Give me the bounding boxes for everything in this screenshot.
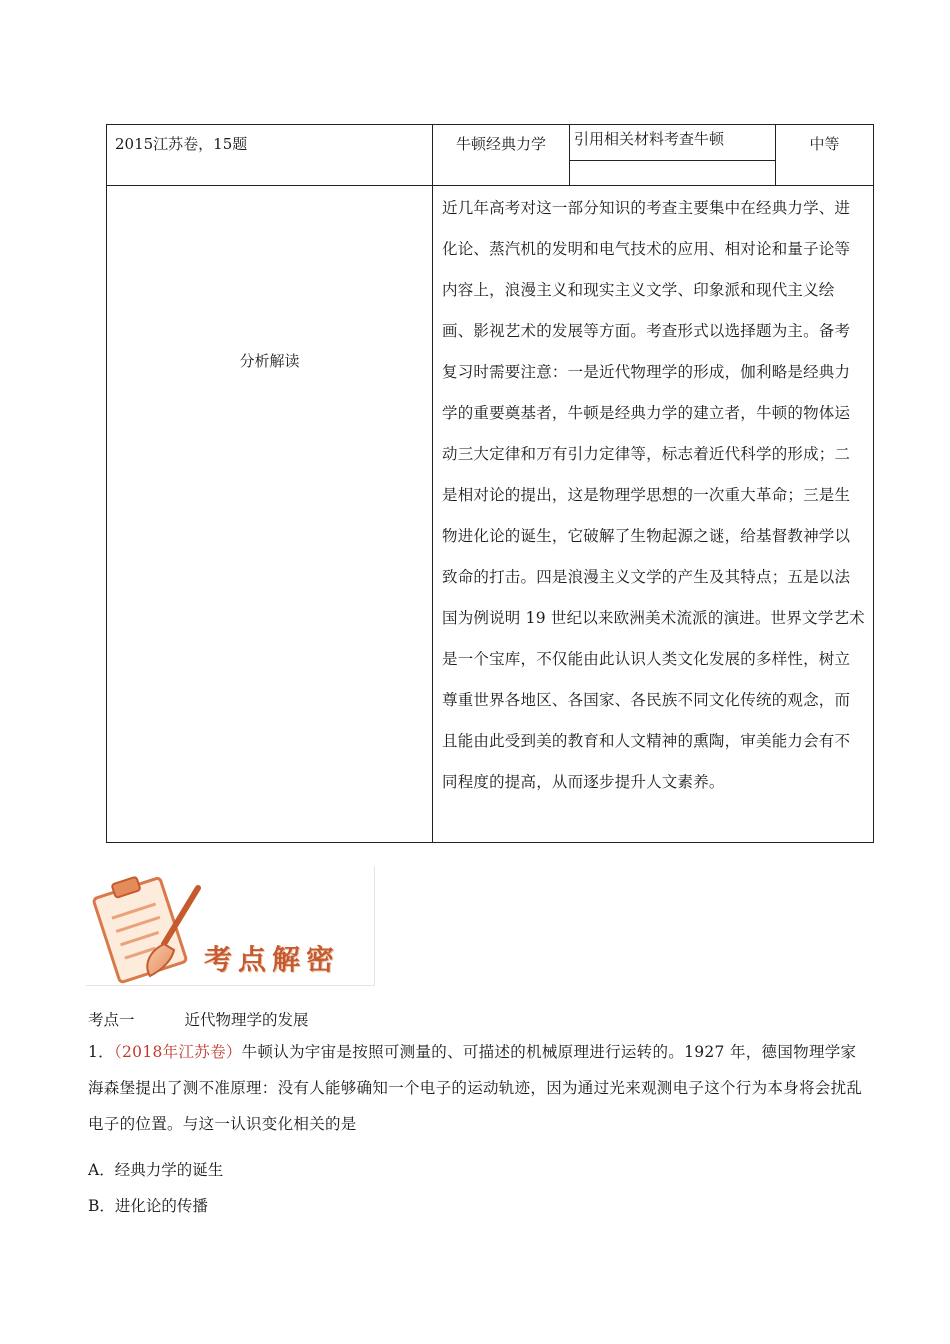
option-text: 进化论的传播 (114, 1197, 208, 1215)
option-label: B． (88, 1197, 115, 1215)
question-1 (88, 1034, 868, 1142)
section-logo (86, 866, 375, 986)
question-source: （2018年江苏卷） (113, 1043, 242, 1061)
method-text: 引用相关材料考查牛顿 (574, 130, 725, 148)
topic-cell: 牛顿经典力学 (433, 125, 570, 186)
table-row (107, 125, 874, 186)
option-a (88, 1158, 223, 1180)
method-cell (570, 125, 776, 186)
section-title: 近代物理学的发展 (184, 1011, 309, 1029)
exam-info-table (106, 124, 874, 843)
analysis-label-cell: 分析解读 (107, 186, 433, 843)
question-number: 1． (88, 1043, 114, 1061)
option-text: 经典力学的诞生 (114, 1161, 224, 1179)
table-row (107, 186, 874, 843)
question-text: 牛顿认为宇宙是按照可测量的、可描述的机械原理进行运转的。1927 年，德国物理学家海森堡提出了测不准原理：没有人能够确知一个电子的运动轨迹，因为通过光来观测电子这个行为本身将会扰乱电子的位置。与这一认识变化相关的是 (88, 1043, 863, 1133)
analysis-text-cell: 近几年高考对这一部分知识的考查主要集中在经典力学、进化论、蒸汽机的发明和电气技术的应用、相对论和量子论等内容上，浪漫主义和现实主义文学、印象派和现代主义绘画、影视艺术的发展等方面。考查形式以选择题为主。备考复习时需要注意：一是近代物理学的形成，伽利略是经典力学的重要奠基者，牛顿是经典力学的建立者，牛顿的物体运动三大定律和万有引力定律等，标志着近代科学的形成；二是相对论的提出，这是物理学思想的一次重大革命；三是生物进化论的诞生，它破解了生物起源之谜，给基督教神学以致命的打击。四是浪漫主义文学的产生及其特点；五是以法国为例说明 19 世纪以来欧洲美术流派的演进。世界文学艺术是一个宝库，不仅能由此认识人类文化发展的多样性，树立尊重世界各地区、各国家、各民族不同文化传统的观念，而且能由此受到美的教育和人文精神的熏陶，审美能力会有不同程度的提高，从而逐步提升人文素养。 (433, 186, 874, 843)
section-number: 考点一 (88, 1011, 135, 1029)
section-heading (88, 1008, 309, 1030)
logo-text: 考点解密 (204, 943, 341, 976)
option-label: A． (88, 1161, 115, 1179)
exam-source-cell: 2015江苏卷，15题 (107, 125, 433, 186)
option-b (88, 1194, 208, 1216)
difficulty-cell: 中等 (776, 125, 874, 186)
